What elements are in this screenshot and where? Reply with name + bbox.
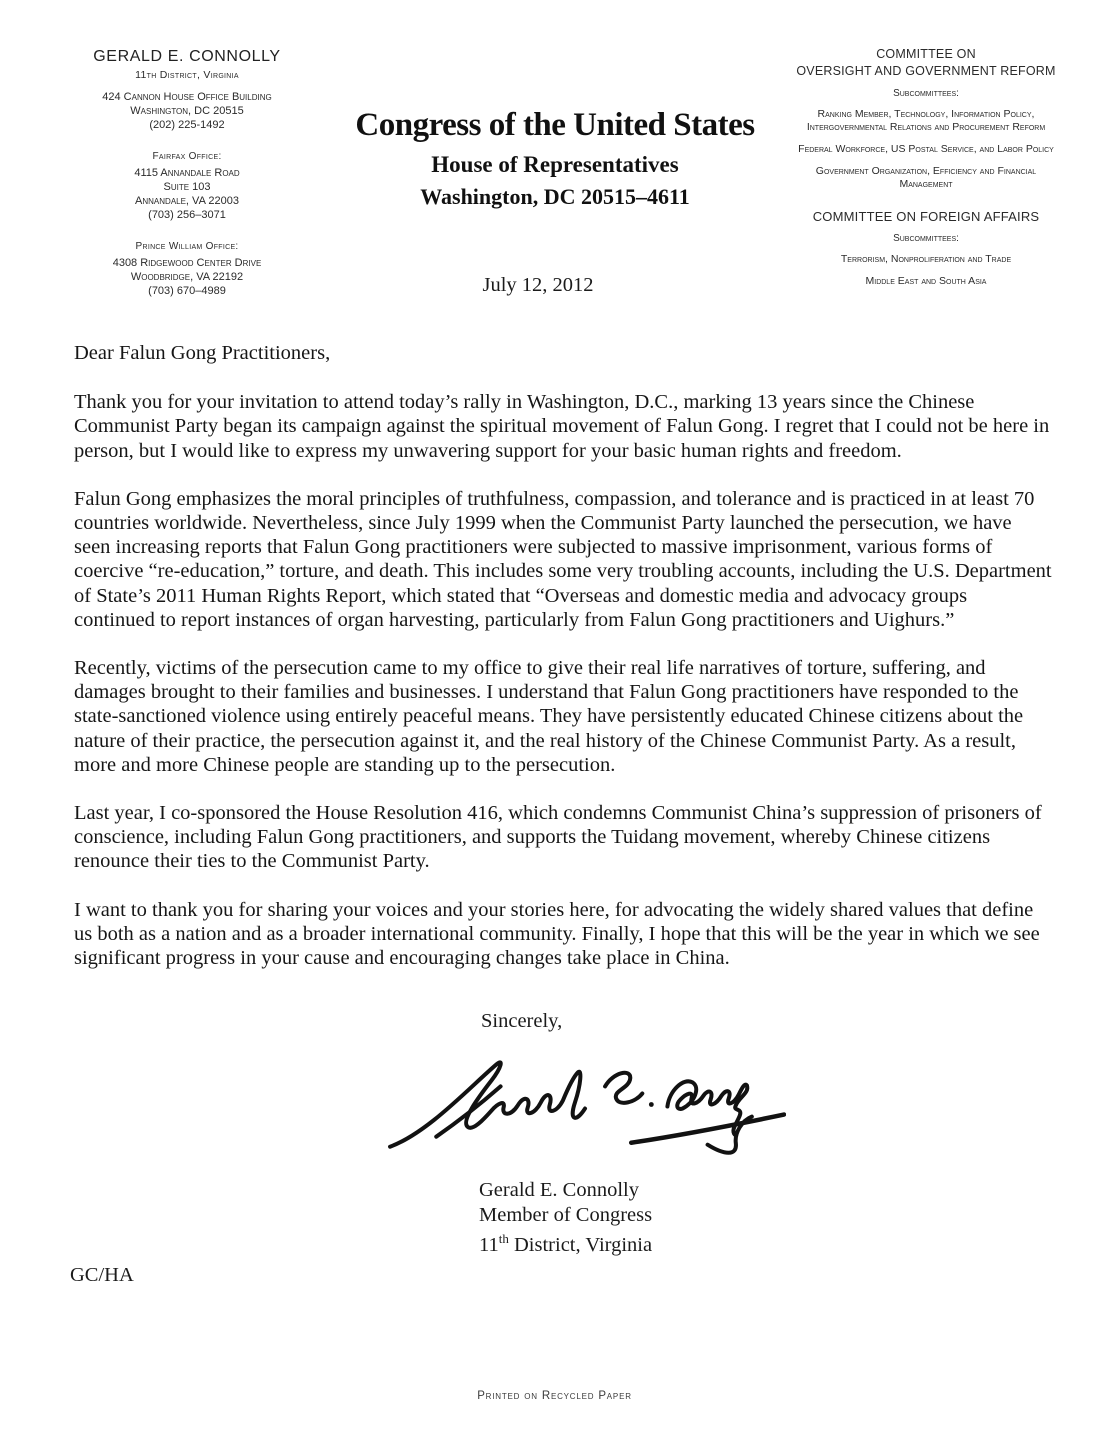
address-line: 4115 Annandale Road: [134, 167, 240, 179]
district-ordinal: th: [498, 1231, 509, 1246]
salutation: Dear Falun Gong Practitioners,: [74, 342, 331, 364]
letterhead-left: [44, 48, 330, 298]
signer-name: Gerald E. Connolly: [479, 1179, 639, 1201]
address-line: Suite 103: [163, 181, 211, 193]
paragraph: I want to thank you for sharing your voices and your stories here, for advocating the widely shared values that define us both as a nation and as a broader international community. Finally, I hope that this will be the year in which we see significant progress in your cause and encouraging changes take place in China.: [74, 898, 1040, 970]
masthead-house-title: House of Representatives: [431, 152, 679, 177]
committee-title-line: OVERSIGHT AND GOVERNMENT REFORM: [796, 64, 1056, 78]
address-line: 424 Cannon House Office Building: [102, 91, 272, 103]
address-line: Washington, DC 20515: [130, 105, 244, 117]
letter-body: [74, 341, 1052, 994]
signer-title: Member of Congress: [479, 1203, 653, 1226]
address-line: (202) 225-1492: [149, 119, 225, 131]
paragraph: Falun Gong emphasizes the moral principles of truthfulness, compassion, and tolerance and is practiced in at least 70 countries worldwide. Nevertheless, since July 1999 when the Communist Party launched the persecution, we have seen increasing reports that Falun Gong practitioners were subjected to massive imprisonment, various forms of coercive “re-education,” torture, and death. This includes some very troubling accounts, including the U.S. Department of State’s 2011 Human Rights Report, which stated that “Overseas and domestic media and advocacy groups continued to report instances of organ harvesting, particularly from Falun Gong practitioners and Uighurs.”: [74, 487, 1052, 631]
address-line: Woodbridge, VA 22192: [130, 271, 244, 283]
prince-william-office-title: Prince William Office:: [135, 241, 239, 252]
committee-title-line: COMMITTEE ON: [876, 47, 976, 61]
member-district: 11th District, Virginia: [135, 69, 239, 81]
address-line: (703) 670–4989: [148, 285, 226, 297]
dc-office-address: [44, 90, 330, 132]
paragraph: Thank you for your invitation to attend today’s rally in Washington, D.C., marking 13 years since the Chinese Communist Party began its campaign against the spiritual movement of Falun Gong. I regret that I could not be here in person, but I would like to express my unwavering support for your basic human rights and freedom.: [74, 391, 1050, 462]
signer-block: [479, 1178, 652, 1257]
paragraph: Recently, victims of the persecution came to my office to give their real life narratives of torture, suffering, and damages brought to their families and businesses. I understand that Falun Gong practitioners have responded to the state-sanctioned violence using entirely peaceful means. They have persistently educated Chinese citizens about the nature of their practice, the persecution against it, and the real history of the Chinese Communist Party. As a result, more and more Chinese people are standing up to the persecution.: [74, 657, 1024, 776]
address-line: (703) 256–3071: [148, 209, 226, 221]
prince-william-office-address: [44, 256, 330, 298]
subcommittees-label: Subcommittees:: [893, 88, 959, 99]
reference-initials: GC/HA: [70, 1264, 134, 1286]
letterhead-right: [780, 46, 1072, 288]
signature-image: [384, 1042, 786, 1162]
committee-foreign-affairs-title: COMMITTEE ON FOREIGN AFFAIRS: [812, 209, 1040, 224]
subcommittee-item: Ranking Member, Technology, Information Policy, Intergovernmental Relations and Procurement Reform: [806, 108, 1046, 133]
committee-oversight-title: [780, 46, 1072, 80]
member-name: GERALD E. CONNOLLY: [93, 48, 281, 65]
subcommittees-label: Subcommittees:: [893, 233, 959, 244]
fairfax-office-address: [44, 166, 330, 222]
paragraph: Last year, I co-sponsored the House Resolution 416, which condemns Communist China’s suppression of prisoners of conscience, including Falun Gong practitioners, and supports the Tuidang movement, whereby Chinese citizens renounce their ties to the Communist Party.: [74, 802, 1042, 873]
signer-district: [479, 1227, 652, 1257]
masthead: [318, 106, 792, 209]
masthead-address: Washington, DC 20515–4611: [420, 184, 690, 209]
recycled-paper-note: Printed on Recycled Paper: [477, 1390, 632, 1402]
district-rest: District, Virginia: [508, 1233, 653, 1256]
date-line: July 12, 2012: [482, 274, 594, 296]
address-line: 4308 Ridgewood Center Drive: [112, 257, 262, 269]
subcommittee-item: Federal Workforce, US Postal Service, and Labor Policy: [798, 143, 1054, 155]
closing-salutation: Sincerely,: [481, 1010, 563, 1032]
subcommittee-item: Terrorism, Nonproliferation and Trade: [840, 253, 1012, 265]
subcommittee-item: Government Organization, Efficiency and Financial Management: [815, 165, 1037, 190]
fairfax-office-title: Fairfax Office:: [152, 151, 222, 162]
district-number: 11: [479, 1233, 499, 1256]
masthead-congress-title: Congress of the United States: [355, 107, 755, 143]
address-line: Annandale, VA 22003: [135, 195, 239, 207]
subcommittee-item: Middle East and South Asia: [865, 275, 987, 287]
